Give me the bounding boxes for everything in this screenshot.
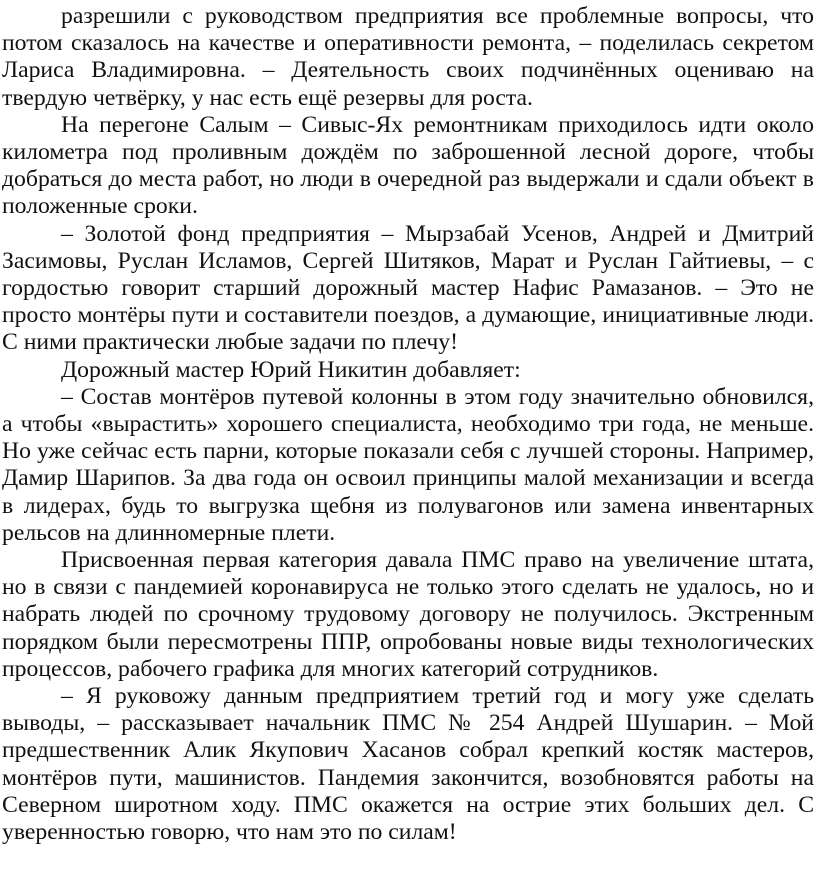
paragraph-salym-sivys-yakh: На перегоне Салым – Сивыс-Ях ремонтникам приходилось идти около километра под проливным дождём по заброшенной лесной дороге, чтобы добраться до места работ, но люди в очередной раз выдержали и сдали объект в положенные сроки.: [2, 111, 814, 220]
paragraph-continuation: разрешили с руководством предприятия все проблемные вопросы, что потом сказалось на качестве и оперативности ремонта, – поделилась секретом Лариса Владимировна. – Деятельность своих подчинённых оцениваю на твердую четвёрку, у нас есть ещё резервы для роста.: [2, 3, 814, 111]
paragraph-golden-fund: – Золотой фонд предприятия – Мырзабай Усенов, Андрей и Дмитрий Засимовы, Руслан Исламов, Сергей Шитяков, Марат и Руслан Гайтиевы, – с гордостью говорит старший дорожный мастер Нафис Рамазанов. – Это не просто монтёры пути и составители поездов, а думающие, инициативные люди. С ними практически любые задачи по плечу!: [2, 220, 814, 356]
paragraph-shusharin-quote: – Я руковожу данным предприятием третий год и могу уже сделать выводы, – рассказывает начальник ПМС № 254 Андрей Шушарин. – Мой предшественник Алик Якупович Хасанов собрал крепкий костяк мастеров, монтёров пути, машинистов. Пандемия закончится, возобновятся работы на Северном широтном ходу. ПМС окажется на острие этих больших дел. С уверенностью говорю, что нам это по силам!: [2, 683, 814, 846]
paragraph-first-category: Присвоенная первая категория давала ПМС право на увеличение штата, но в связи с пандемией коронавируса не только этого сделать не удалось, но и набрать людей по срочному трудовому договору не получилось. Экстренным порядком были пересмотрены ППР, опробованы новые виды технологических процессов, рабочего графика для многих категорий сотрудников.: [2, 547, 814, 682]
paragraph-nikitin-quote: – Состав монтёров путевой колонны в этом году значительно обновился, а чтобы «вырастить» хорошего специалиста, необходимо три года, не меньше. Но уже сейчас есть парни, которые показали себя с лучшей стороны. Например, Дамир Шарипов. За два года он освоил принципы малой механизации и всегда в лидерах, будь то выгрузка щебня из полувагонов или замена инвентарных рельсов на длинномерные плети.: [2, 383, 814, 546]
paragraph-nikitin-intro: Дорожный мастер Юрий Никитин добавляет:: [61, 356, 521, 383]
